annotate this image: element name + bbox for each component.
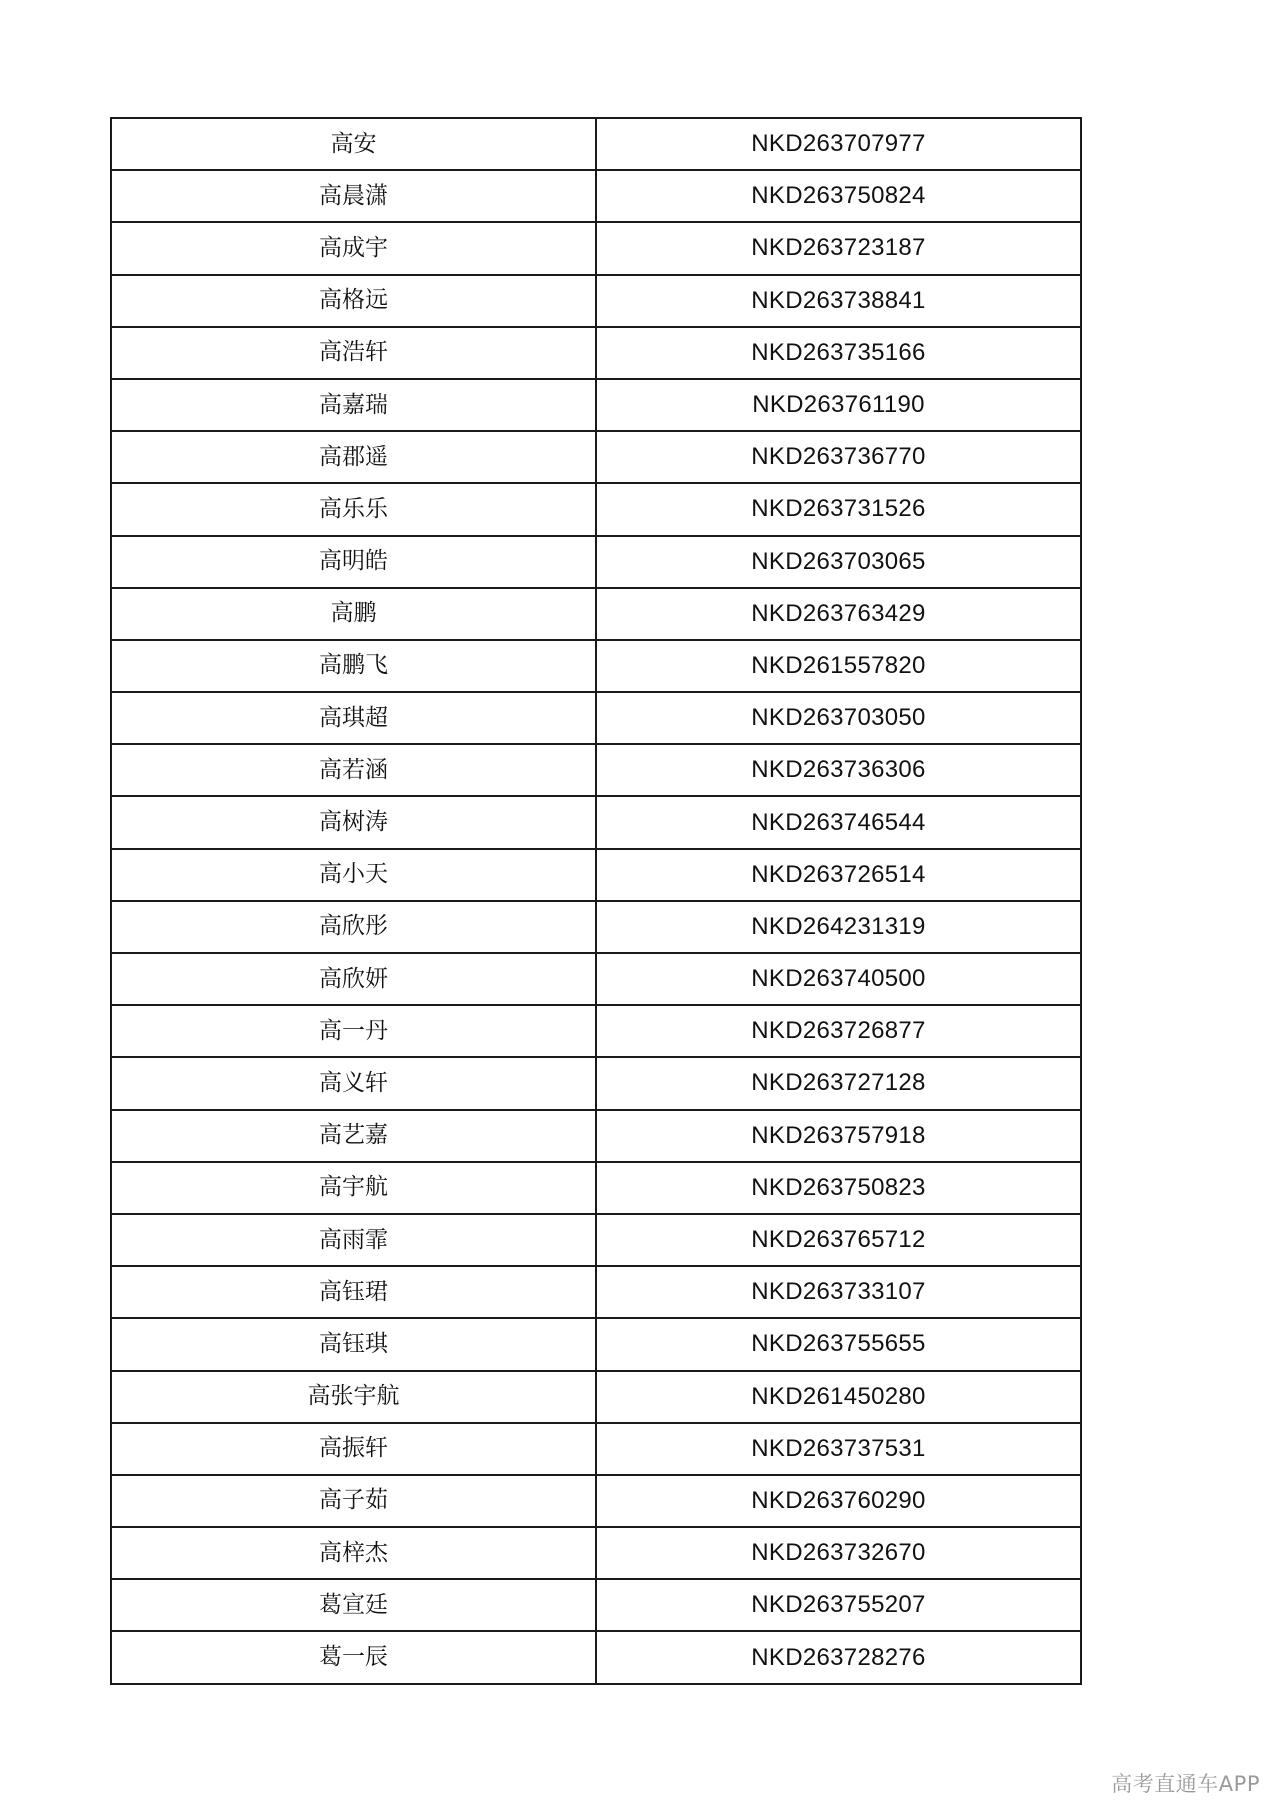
name-cell: 高乐乐 — [111, 483, 596, 535]
id-cell: NKD263703050 — [596, 692, 1081, 744]
table-row — [111, 901, 1081, 953]
table-row — [111, 327, 1081, 379]
table-row — [111, 1527, 1081, 1579]
table-row — [111, 1318, 1081, 1370]
id-cell: NKD261450280 — [596, 1371, 1081, 1423]
table-row — [111, 1005, 1081, 1057]
table-row — [111, 483, 1081, 535]
name-cell: 高振轩 — [111, 1423, 596, 1475]
name-cell: 高郡遥 — [111, 431, 596, 483]
name-cell: 高鹏飞 — [111, 640, 596, 692]
name-cell: 高张宇航 — [111, 1371, 596, 1423]
id-cell: NKD263733107 — [596, 1266, 1081, 1318]
id-cell: NKD263703065 — [596, 536, 1081, 588]
table-row — [111, 1266, 1081, 1318]
table-row — [111, 849, 1081, 901]
id-cell: NKD263765712 — [596, 1214, 1081, 1266]
name-cell: 葛宣廷 — [111, 1579, 596, 1631]
id-cell: NKD263728276 — [596, 1631, 1081, 1683]
id-cell: NKD263735166 — [596, 327, 1081, 379]
id-cell: NKD263760290 — [596, 1475, 1081, 1527]
table-row — [111, 1371, 1081, 1423]
id-cell: NKD263726514 — [596, 849, 1081, 901]
name-cell: 高一丹 — [111, 1005, 596, 1057]
id-cell: NKD263731526 — [596, 483, 1081, 535]
table-body — [111, 118, 1081, 1684]
table-row — [111, 588, 1081, 640]
name-cell: 高若涵 — [111, 744, 596, 796]
table-row — [111, 1057, 1081, 1109]
name-cell: 葛一辰 — [111, 1631, 596, 1683]
name-cell: 高欣彤 — [111, 901, 596, 953]
table-row — [111, 431, 1081, 483]
table-row — [111, 796, 1081, 848]
id-cell: NKD263755207 — [596, 1579, 1081, 1631]
name-cell: 高宇航 — [111, 1162, 596, 1214]
table-row — [111, 1475, 1081, 1527]
name-cell: 高浩轩 — [111, 327, 596, 379]
id-cell: NKD263737531 — [596, 1423, 1081, 1475]
id-cell: NKD263707977 — [596, 118, 1081, 170]
id-cell: NKD263757918 — [596, 1110, 1081, 1162]
id-cell: NKD263738841 — [596, 275, 1081, 327]
id-cell: NKD263761190 — [596, 379, 1081, 431]
id-cell: NKD263746544 — [596, 796, 1081, 848]
id-cell: NKD263732670 — [596, 1527, 1081, 1579]
name-cell: 高成宇 — [111, 222, 596, 274]
name-cell: 高小天 — [111, 849, 596, 901]
table-row — [111, 275, 1081, 327]
table-row — [111, 222, 1081, 274]
id-cell: NKD263736770 — [596, 431, 1081, 483]
table-row — [111, 1579, 1081, 1631]
table-row — [111, 379, 1081, 431]
table-row — [111, 692, 1081, 744]
name-cell: 高树涛 — [111, 796, 596, 848]
id-cell: NKD263740500 — [596, 953, 1081, 1005]
table-row — [111, 1214, 1081, 1266]
name-cell: 高格远 — [111, 275, 596, 327]
name-cell: 高琪超 — [111, 692, 596, 744]
name-cell: 高嘉瑞 — [111, 379, 596, 431]
name-cell: 高安 — [111, 118, 596, 170]
table-row — [111, 1423, 1081, 1475]
id-cell: NKD263750823 — [596, 1162, 1081, 1214]
table-row — [111, 1110, 1081, 1162]
id-cell: NKD261557820 — [596, 640, 1081, 692]
id-cell: NKD263723187 — [596, 222, 1081, 274]
name-cell: 高艺嘉 — [111, 1110, 596, 1162]
name-cell: 高晨潇 — [111, 170, 596, 222]
table-row — [111, 744, 1081, 796]
name-cell: 高鹏 — [111, 588, 596, 640]
id-cell: NKD263750824 — [596, 170, 1081, 222]
name-cell: 高子茹 — [111, 1475, 596, 1527]
name-id-table — [110, 117, 1082, 1685]
id-cell: NKD263736306 — [596, 744, 1081, 796]
name-cell: 高钰珺 — [111, 1266, 596, 1318]
name-cell: 高明皓 — [111, 536, 596, 588]
name-cell: 高雨霏 — [111, 1214, 596, 1266]
table-row — [111, 640, 1081, 692]
id-cell: NKD263726877 — [596, 1005, 1081, 1057]
table-row — [111, 1162, 1081, 1214]
id-cell: NKD263763429 — [596, 588, 1081, 640]
name-cell: 高梓杰 — [111, 1527, 596, 1579]
id-cell: NKD263727128 — [596, 1057, 1081, 1109]
table-row — [111, 953, 1081, 1005]
name-cell: 高义轩 — [111, 1057, 596, 1109]
id-cell: NKD264231319 — [596, 901, 1081, 953]
name-cell: 高欣妍 — [111, 953, 596, 1005]
table-row — [111, 1631, 1081, 1683]
table-row — [111, 118, 1081, 170]
table-row — [111, 536, 1081, 588]
watermark-text: 高考直通车APP — [1111, 1772, 1260, 1796]
id-cell: NKD263755655 — [596, 1318, 1081, 1370]
name-cell: 高钰琪 — [111, 1318, 596, 1370]
table-row — [111, 170, 1081, 222]
